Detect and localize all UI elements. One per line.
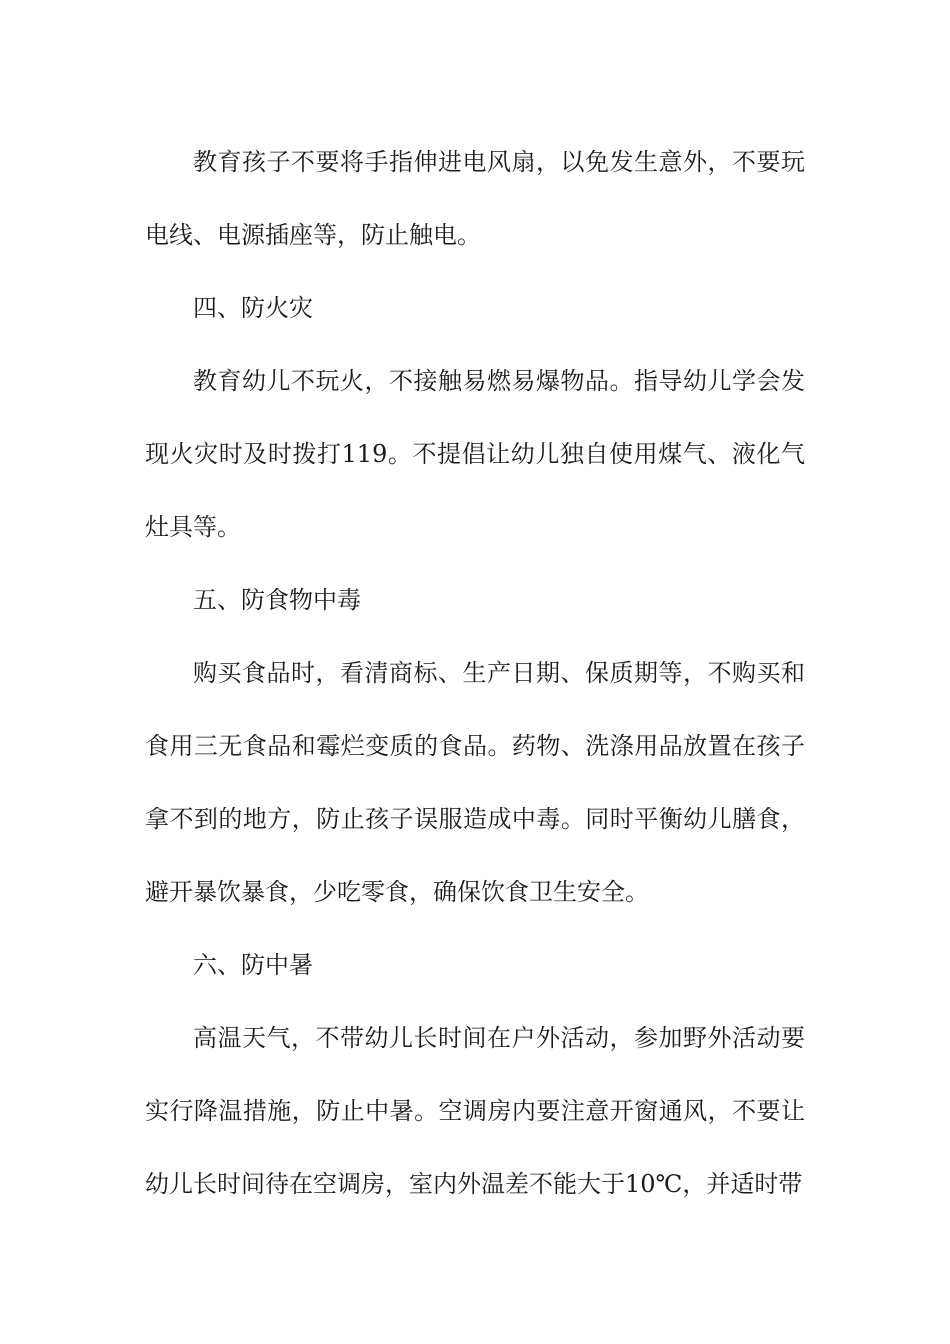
document-body: [145, 126, 805, 1221]
paragraph-heatstroke-safety: 高温天气，不带幼儿长时间在户外活动，参加野外活动要实行降温措施，防止中暑。空调房内要注意开窗通风，不要让幼儿长时间待在空调房，室内外温差不能大于10℃，并适时带: [145, 1024, 805, 1198]
section-heading-heatstroke: 六、防中暑: [193, 951, 313, 979]
paragraph-fire-safety: 教育幼儿不玩火，不接触易燃易爆物品。指导幼儿学会发现火灾时及时拨打119。不提倡让幼儿独自使用煤气、液化气灶具等。: [145, 367, 805, 541]
section-heading-fire: 四、防火灾: [193, 294, 313, 322]
paragraph-food-safety: 购买食品时，看清商标、生产日期、保质期等，不购买和食用三无食品和霉烂变质的食品。药物、洗涤用品放置在孩子拿不到的地方，防止孩子误服造成中毒。同时平衡幼儿膳食，避开暴饮暴食，少吃零食，确保饮食卫生安全。: [145, 659, 805, 906]
section-heading-food-poisoning: 五、防食物中毒: [193, 586, 361, 614]
paragraph-electric-safety: 教育孩子不要将手指伸进电风扇，以免发生意外，不要玩电线、电源插座等，防止触电。: [145, 148, 805, 249]
